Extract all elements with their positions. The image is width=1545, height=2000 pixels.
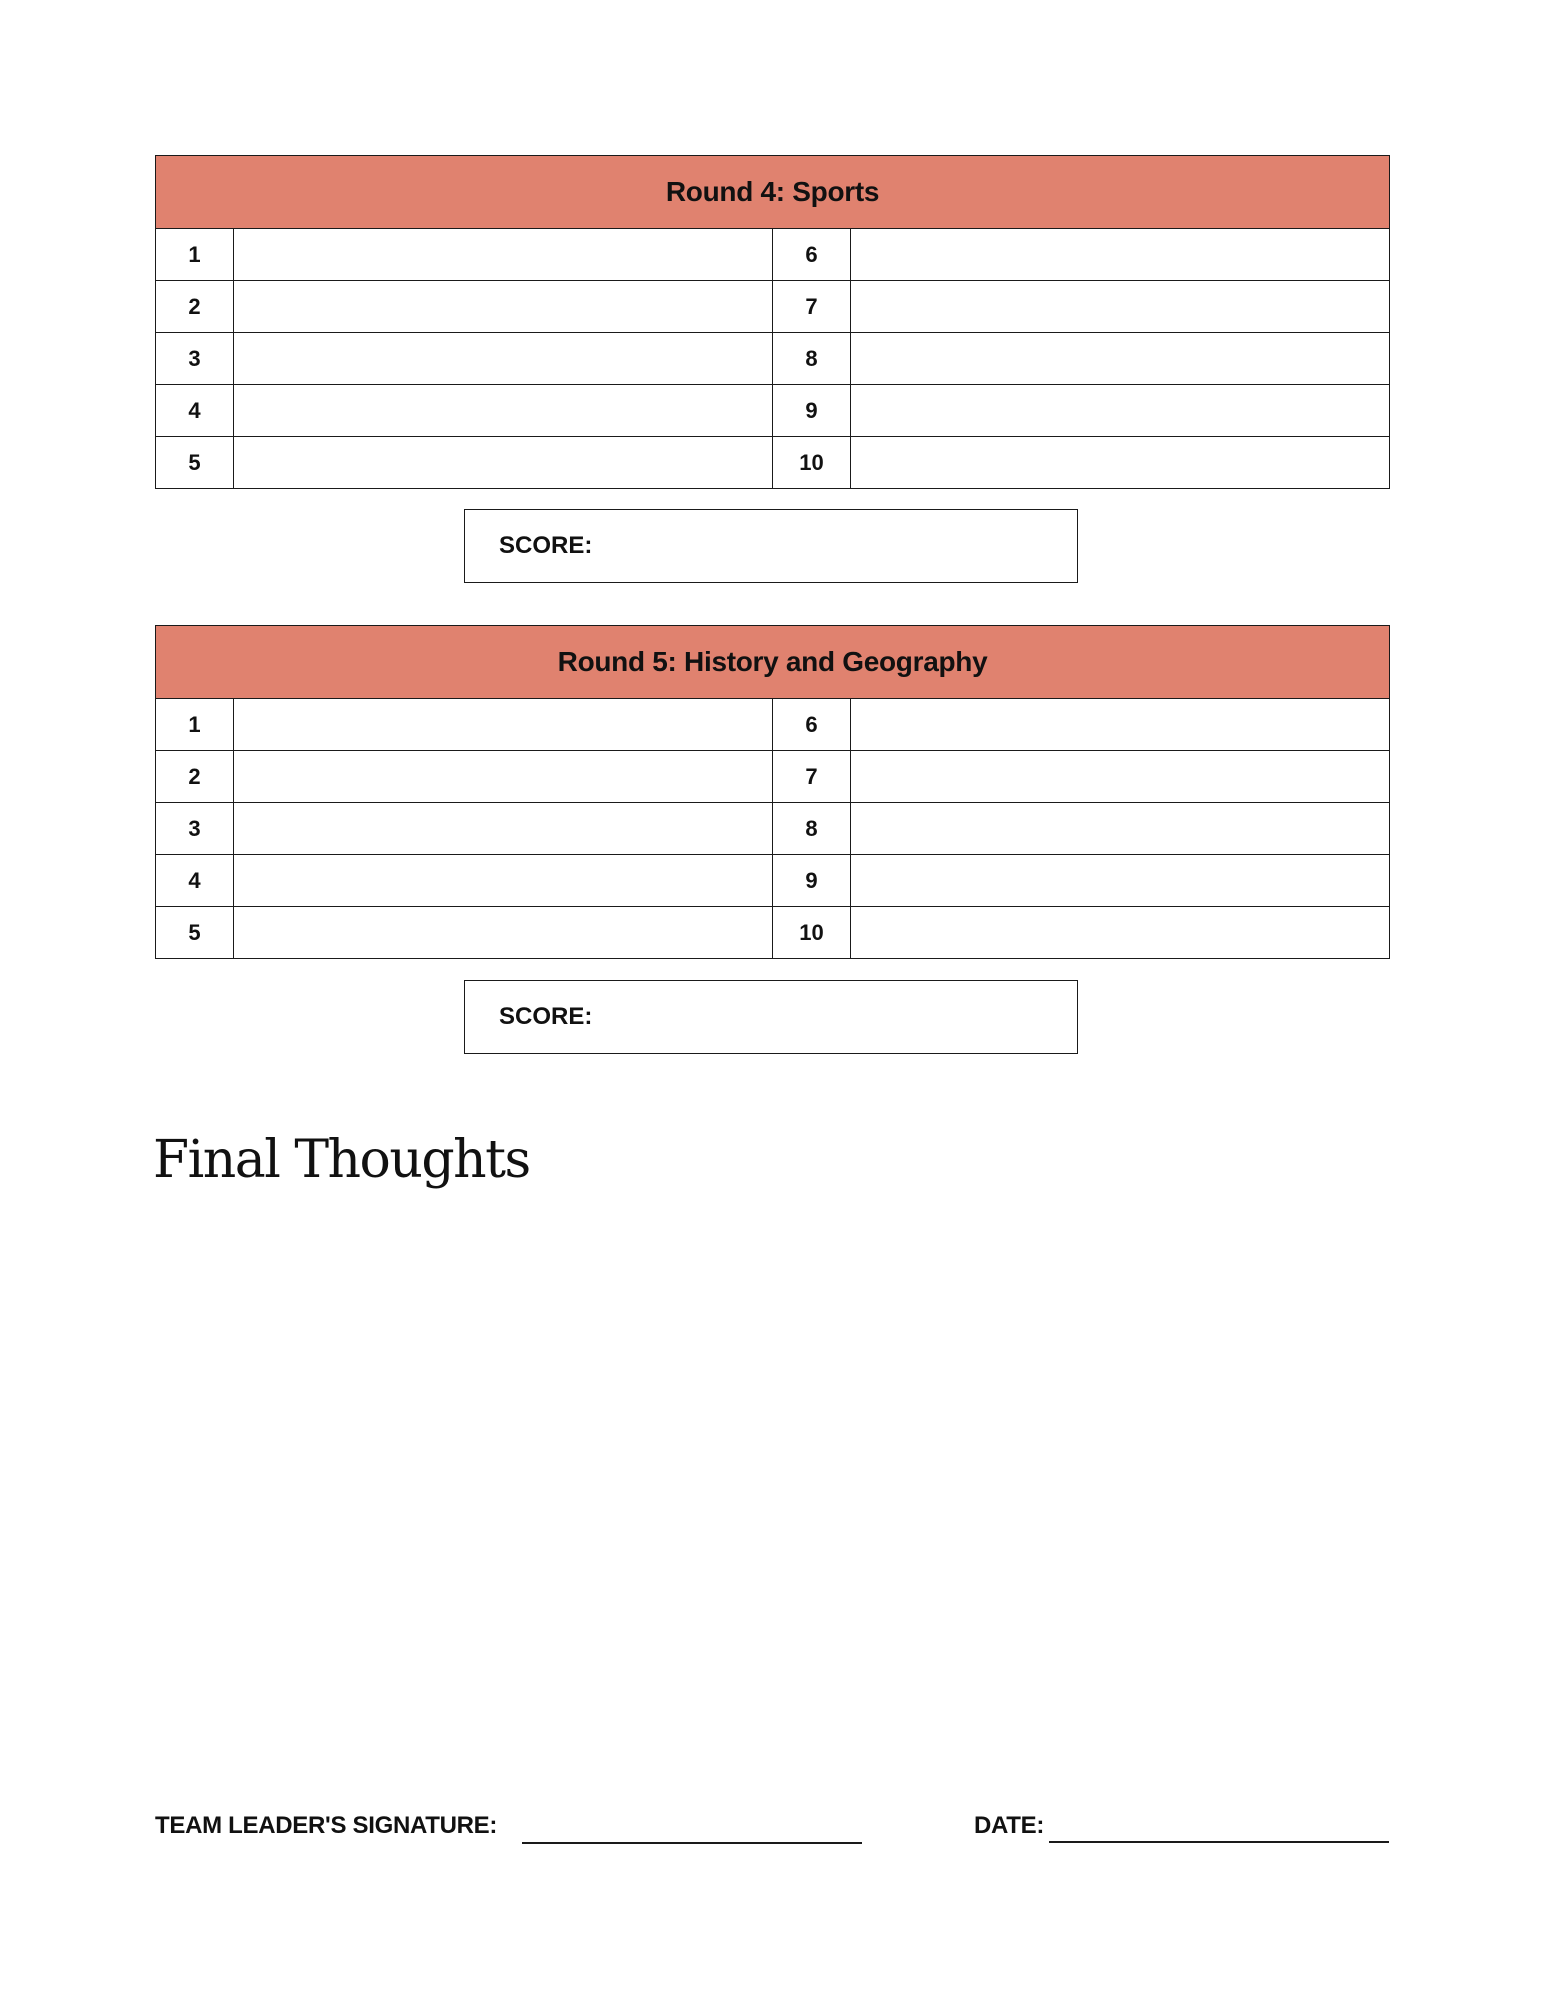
question-number: 7 xyxy=(773,281,851,333)
answer-cell[interactable] xyxy=(851,281,1390,333)
table-row xyxy=(156,281,1390,333)
final-thoughts-heading: Final Thoughts xyxy=(153,1130,530,1190)
question-number: 6 xyxy=(773,229,851,281)
score-label: SCORE: xyxy=(499,532,593,559)
answer-cell[interactable] xyxy=(851,907,1390,959)
team-leader-signature-label: TEAM LEADER'S SIGNATURE: xyxy=(155,1812,498,1839)
table-row xyxy=(156,333,1390,385)
table-row xyxy=(156,229,1390,281)
answer-cell[interactable] xyxy=(234,907,773,959)
table-row xyxy=(156,385,1390,437)
answer-cell[interactable] xyxy=(851,751,1390,803)
answer-cell[interactable] xyxy=(234,699,773,751)
answer-cell[interactable] xyxy=(851,803,1390,855)
answer-cell[interactable] xyxy=(234,385,773,437)
question-number: 5 xyxy=(156,437,234,489)
question-number: 1 xyxy=(156,229,234,281)
answer-cell[interactable] xyxy=(851,385,1390,437)
answer-cell[interactable] xyxy=(851,229,1390,281)
table-row xyxy=(156,699,1390,751)
date-line[interactable] xyxy=(1049,1841,1389,1843)
question-number: 2 xyxy=(156,751,234,803)
question-number: 10 xyxy=(773,907,851,959)
answer-cell[interactable] xyxy=(234,855,773,907)
table-row xyxy=(156,907,1390,959)
question-number: 9 xyxy=(773,855,851,907)
score-label: SCORE: xyxy=(499,1003,593,1030)
question-number: 2 xyxy=(156,281,234,333)
question-number: 6 xyxy=(773,699,851,751)
answer-cell[interactable] xyxy=(851,437,1390,489)
table-row xyxy=(156,803,1390,855)
answer-cell[interactable] xyxy=(851,699,1390,751)
question-number: 10 xyxy=(773,437,851,489)
question-number: 4 xyxy=(156,855,234,907)
round-5-title: Round 5: History and Geography xyxy=(156,626,1390,699)
date-label: DATE: xyxy=(974,1812,1045,1839)
answer-cell[interactable] xyxy=(851,855,1390,907)
answer-cell[interactable] xyxy=(234,281,773,333)
question-number: 5 xyxy=(156,907,234,959)
question-number: 1 xyxy=(156,699,234,751)
signature-line[interactable] xyxy=(522,1842,862,1844)
table-row xyxy=(156,437,1390,489)
answer-cell[interactable] xyxy=(234,229,773,281)
answer-cell[interactable] xyxy=(234,803,773,855)
question-number: 9 xyxy=(773,385,851,437)
round-5-answer-table xyxy=(155,625,1390,959)
table-row xyxy=(156,751,1390,803)
round-4-answer-table xyxy=(155,155,1390,489)
question-number: 4 xyxy=(156,385,234,437)
question-number: 7 xyxy=(773,751,851,803)
round-4-score-box[interactable] xyxy=(464,509,1078,583)
answer-cell[interactable] xyxy=(234,751,773,803)
question-number: 8 xyxy=(773,333,851,385)
round-5-score-box[interactable] xyxy=(464,980,1078,1054)
question-number: 8 xyxy=(773,803,851,855)
table-row xyxy=(156,855,1390,907)
round-4-title: Round 4: Sports xyxy=(156,156,1390,229)
answer-cell[interactable] xyxy=(234,437,773,489)
question-number: 3 xyxy=(156,803,234,855)
answer-cell[interactable] xyxy=(851,333,1390,385)
answer-cell[interactable] xyxy=(234,333,773,385)
question-number: 3 xyxy=(156,333,234,385)
